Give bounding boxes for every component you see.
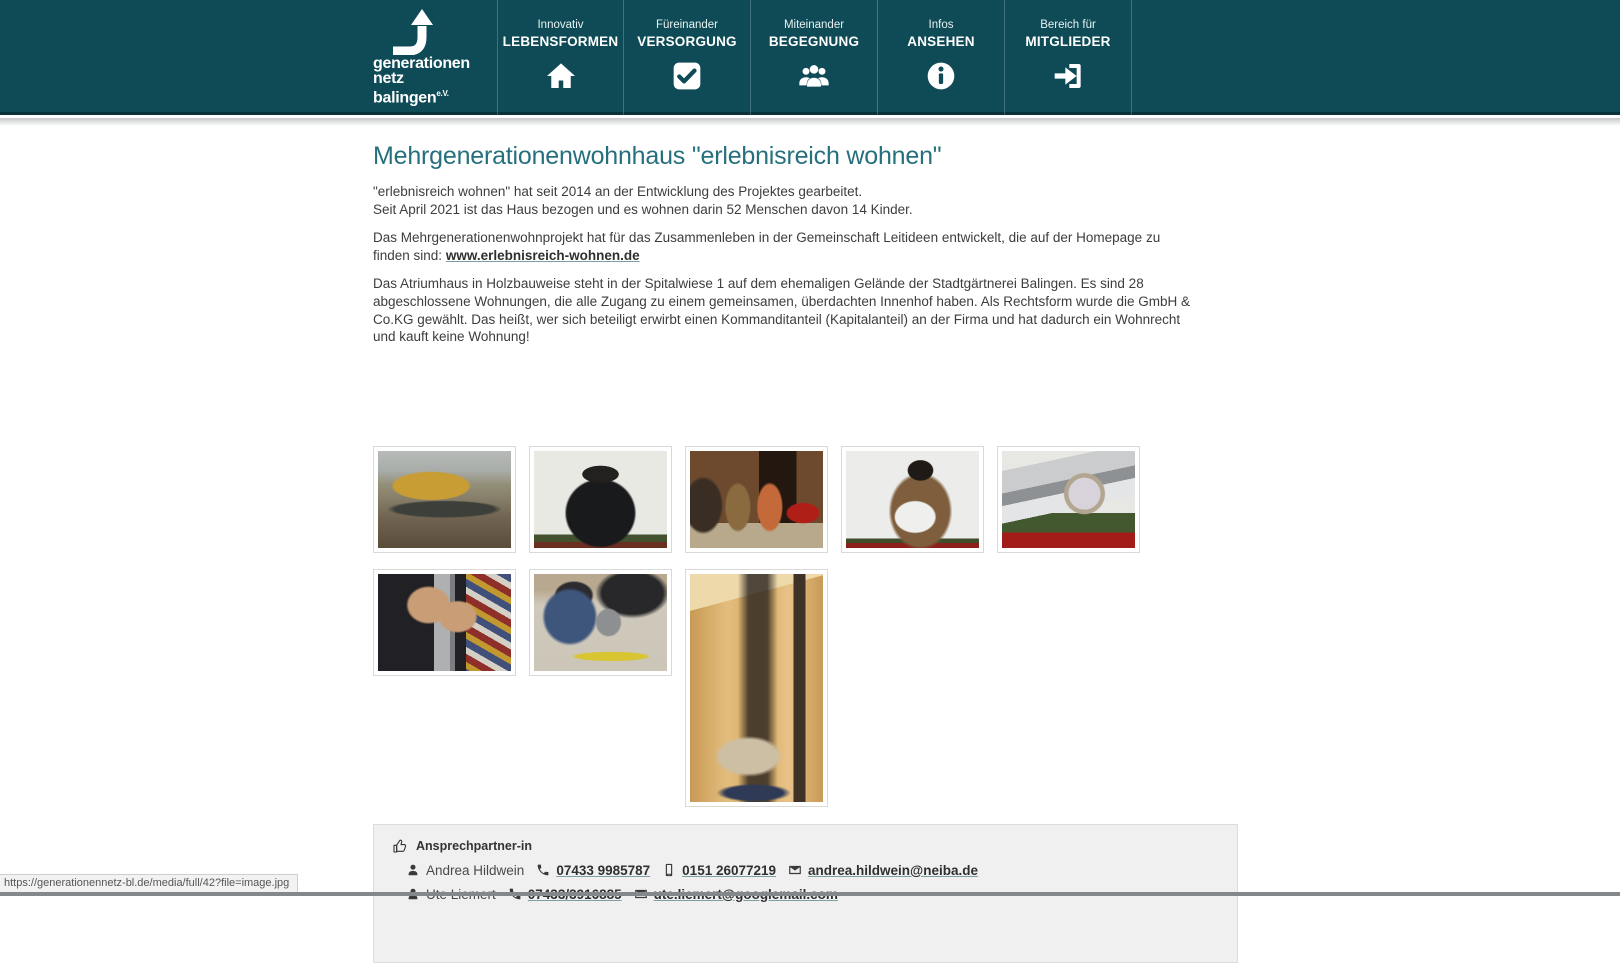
person-icon bbox=[406, 863, 420, 877]
email-link[interactable]: andrea.hildwein@neiba.de bbox=[808, 862, 978, 878]
sealing-capsule-photo bbox=[378, 574, 511, 671]
atriumhaus-last-line: und kauft keine Wohnung! bbox=[373, 329, 530, 345]
contact-heading-label: Ansprechpartner-in bbox=[416, 838, 532, 853]
envelope-icon bbox=[788, 863, 802, 877]
gallery-thumbnail-placing-capsule[interactable] bbox=[529, 569, 672, 676]
photo-gallery bbox=[373, 446, 1163, 807]
thumbs-up-icon bbox=[392, 838, 408, 854]
gallery-thumbnail-barn-gathering[interactable] bbox=[685, 446, 828, 553]
nav-main-label: ANSEHEN bbox=[907, 34, 975, 49]
gallery-thumbnail-groundbreaking[interactable] bbox=[373, 446, 516, 553]
speaker-with-plaque-photo bbox=[534, 451, 667, 548]
nav-item-lebensformen[interactable] bbox=[497, 0, 624, 115]
info-circle-icon bbox=[878, 60, 1004, 94]
sign-in-icon bbox=[1005, 60, 1131, 94]
atriumhaus-paragraph bbox=[373, 275, 1197, 345]
browser-status-url: https://generationennetz-bl.de/media/full/42?file=image.jpg bbox=[0, 874, 298, 892]
main-content bbox=[373, 126, 1197, 963]
nav-main-label: LEBENSFORMEN bbox=[502, 34, 619, 49]
atriumhaus-text: Das Atriumhaus in Holzbauweise steht in der Spitalwiese 1 auf dem ehemaligen Gelände der Stadtgärtnerei Balingen. Es sind 28 abgeschlossene Wohnungen, die alle Zugang zu einem gemeinsamen, überdachten Innenhof haben. Als Rechtsform wurde die GmbH & Co.KG gewählt. Das heißt, wer sich beteiligt erwirbt einen Kommanditanteil (Kapitalanteil) an der Firma und hat dadurch ein Wohnrecht bbox=[373, 276, 1191, 327]
site-header bbox=[0, 0, 1620, 115]
time-capsule-photo bbox=[1002, 451, 1135, 548]
contact-row-andrea bbox=[406, 863, 1219, 878]
nav-main-label: MITGLIEDER bbox=[1025, 34, 1111, 49]
intro-paragraph bbox=[373, 183, 1197, 218]
nav-top-label: Innovativ bbox=[537, 19, 584, 31]
homepage-paragraph bbox=[373, 229, 1197, 264]
nav-item-begegnung[interactable] bbox=[751, 0, 878, 115]
logo-text: generationen netz balingen$^{e.V.}$ bbox=[373, 55, 470, 107]
erlebnisreich-wohnen-link[interactable]: www.erlebnisreich-wohnen.de bbox=[445, 247, 640, 263]
gallery-thumbnail-woman-speaking[interactable] bbox=[841, 446, 984, 553]
gallery-thumbnail-atrium-interior[interactable] bbox=[685, 569, 828, 807]
homepage-text: Das Mehrgenerationenwohnprojekt hat für das Zusammenleben in der Gemeinschaft Leitideen entwickelt, die auf der Homepage zu finden sind: bbox=[373, 230, 1161, 263]
nav-item-versorgung[interactable] bbox=[624, 0, 751, 115]
main-navigation bbox=[497, 0, 1132, 115]
nav-top-label: Füreinander bbox=[655, 19, 718, 31]
nav-top-label: Bereich für bbox=[1040, 19, 1096, 31]
nav-item-ansehen[interactable] bbox=[878, 0, 1005, 115]
gallery-thumbnail-time-capsule[interactable] bbox=[997, 446, 1140, 553]
intro-line-1: "erlebnisreich wohnen" hat seit 2014 an der Entwicklung des Projektes gearbeitet. bbox=[373, 184, 863, 199]
atrium-interior-photo bbox=[690, 574, 823, 802]
groundbreaking-ceremony-photo bbox=[378, 451, 511, 548]
nav-top-label: Miteinander bbox=[783, 19, 845, 31]
nav-top-label: Infos bbox=[928, 19, 954, 31]
nav-main-label: VERSORGUNG bbox=[637, 34, 737, 49]
phone-icon bbox=[536, 863, 550, 877]
logo-arrow-icon bbox=[373, 9, 483, 55]
nav-item-mitglieder[interactable] bbox=[1005, 0, 1132, 115]
users-icon bbox=[751, 60, 877, 94]
gallery-thumbnail-speaker-plaque[interactable] bbox=[529, 446, 672, 553]
barn-gathering-photo bbox=[690, 451, 823, 548]
gallery-thumbnail-sealing-capsule[interactable] bbox=[373, 569, 516, 676]
check-square-icon bbox=[624, 60, 750, 94]
placing-capsule-photo bbox=[534, 574, 667, 671]
nav-main-label: BEGEGNUNG bbox=[768, 34, 860, 49]
mobile-icon bbox=[662, 863, 676, 877]
intro-line-2: Seit April 2021 ist das Haus bezogen und es wohnen darin 52 Menschen davon 14 Kinder. bbox=[373, 201, 913, 217]
contact-name: Andrea Hildwein bbox=[426, 862, 525, 878]
footer-top-strip bbox=[0, 892, 1620, 896]
woman-speaking-photo bbox=[846, 451, 979, 548]
contact-heading bbox=[392, 838, 1219, 854]
phone-link[interactable]: 07433 9985787 bbox=[556, 862, 651, 878]
site-logo[interactable] bbox=[373, 7, 483, 111]
mobile-link[interactable]: 0151 26077219 bbox=[682, 862, 777, 878]
page-title: Mehrgenerationenwohnhaus "erlebnisreich wohnen" bbox=[373, 142, 942, 170]
home-icon bbox=[498, 60, 623, 94]
